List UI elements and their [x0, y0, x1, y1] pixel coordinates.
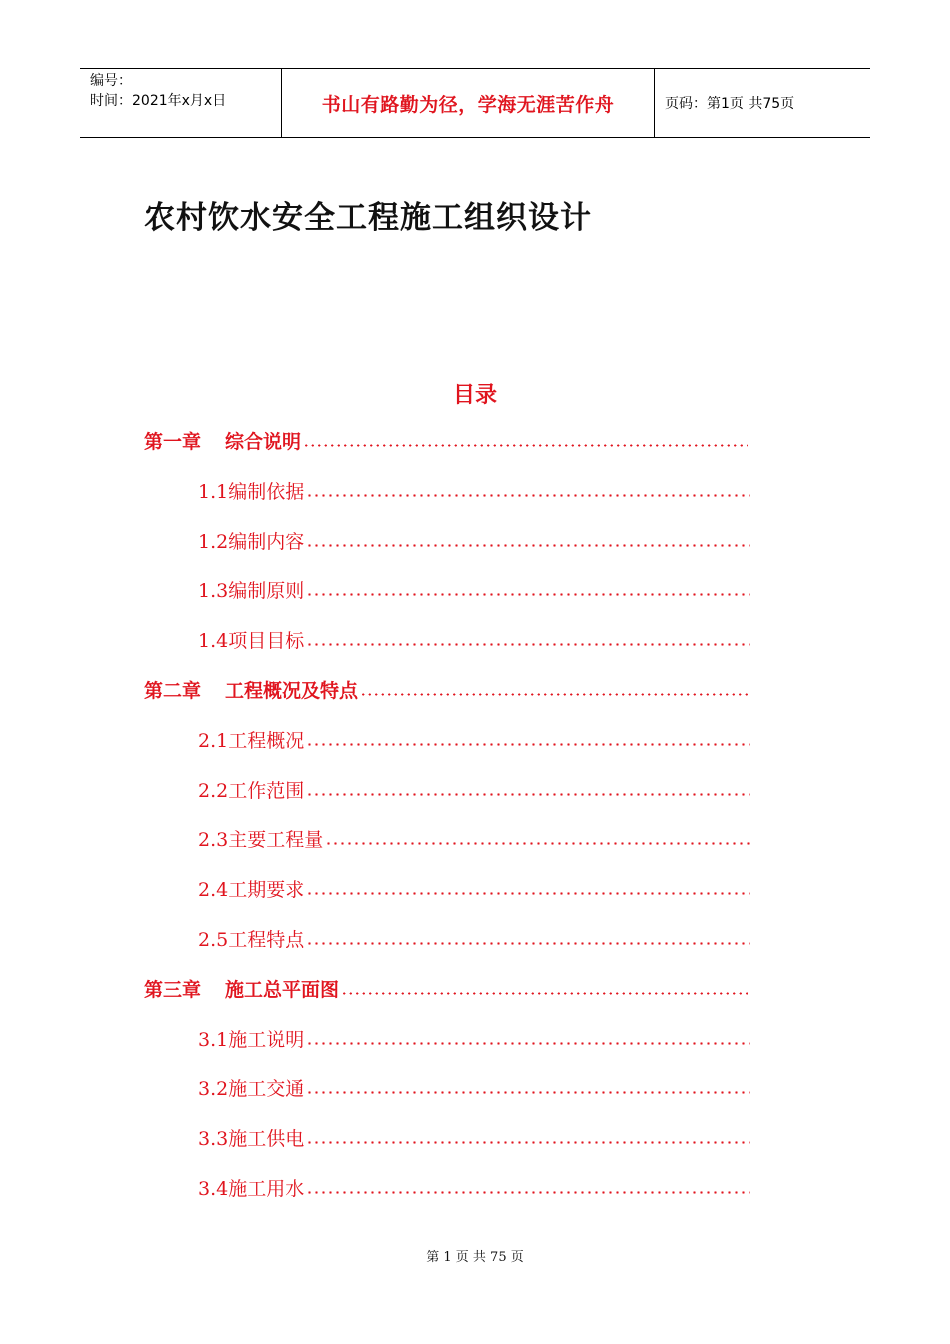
toc-entry-title: 施工说明 [228, 1029, 305, 1051]
header-number-label: 编号： [90, 73, 132, 89]
toc-entry-section[interactable] [198, 626, 750, 656]
toc-entry-number: 2.5 [198, 929, 229, 951]
toc-entry-section[interactable] [198, 776, 750, 806]
toc-entry-section[interactable] [198, 925, 750, 955]
toc-entry-title: 编制原则 [228, 580, 305, 602]
toc-entry-title: 施工供电 [228, 1128, 305, 1150]
toc-entry-section[interactable] [198, 875, 750, 905]
toc-entry-number: 3.3 [198, 1128, 229, 1150]
toc-entry-title: 主要工程量 [228, 829, 324, 851]
toc-entry-number: 2.4 [198, 879, 229, 901]
toc-entry-section[interactable] [198, 576, 750, 606]
toc-entry-section[interactable] [198, 1174, 750, 1204]
toc-entry-number: 2.1 [198, 730, 229, 752]
toc-entry-number: 3.2 [198, 1078, 229, 1100]
toc-entry-section[interactable] [198, 1124, 750, 1154]
toc-entry-title: 编制内容 [228, 531, 305, 553]
toc-entry-section[interactable] [198, 477, 750, 507]
toc-entry-number: 3.4 [198, 1178, 229, 1200]
toc-entry-chapter[interactable] [144, 975, 748, 1005]
toc-leader-dots [341, 992, 748, 995]
toc-entry-section[interactable] [198, 1025, 750, 1055]
toc-entry-title: 工作范围 [228, 780, 305, 802]
toc-entry-title: 编制依据 [228, 481, 305, 503]
toc-entry-number: 1.3 [198, 580, 229, 602]
toc-leader-dots [306, 743, 750, 746]
toc-entry-number: 第二章 [144, 680, 202, 702]
toc-leader-dots [306, 1042, 750, 1045]
toc-leader-dots [306, 593, 750, 596]
toc-leader-dots [306, 1091, 750, 1094]
toc-entry-number: 第三章 [144, 979, 202, 1001]
toc-entry-title: 施工交通 [228, 1078, 305, 1100]
toc-entry-number: 3.1 [198, 1029, 229, 1051]
toc-leader-dots [306, 793, 750, 796]
toc-entry-title: 项目目标 [228, 630, 305, 652]
header-time-label: 时间：2021年x月x日 [90, 93, 227, 109]
toc-leader-dots [360, 693, 748, 696]
header-motto: 书山有路勤为径，学海无涯苦作舟 [282, 69, 655, 137]
toc-leader-dots [306, 1141, 750, 1144]
toc-entry-title: 工期要求 [228, 879, 305, 901]
toc-entry-section[interactable] [198, 527, 750, 557]
page-footer: 第 1 页 共 75 页 [426, 1250, 524, 1265]
toc-entry-section[interactable] [198, 726, 750, 756]
toc-entry-number: 第一章 [144, 431, 202, 453]
toc-entry-section[interactable] [198, 1074, 750, 1104]
toc-entry-title: 工程特点 [228, 929, 305, 951]
toc-entry-chapter[interactable] [144, 676, 748, 706]
document-title: 农村饮水安全工程施工组织设计 [144, 200, 592, 236]
toc-entry-title: 工程概况 [228, 730, 305, 752]
toc-entry-number: 2.2 [198, 780, 229, 802]
toc-entry-chapter[interactable] [144, 427, 748, 457]
header-page-info: 页码：第1页 共75页 [665, 96, 795, 112]
toc-entry-number: 1.1 [198, 481, 229, 503]
toc-leader-dots [306, 1191, 750, 1194]
toc-entry-title: 施工用水 [228, 1178, 305, 1200]
toc-entry-number: 1.2 [198, 531, 229, 553]
toc-leader-dots [306, 643, 750, 646]
toc-leader-dots [325, 842, 750, 845]
toc-entry-title: 综合说明 [225, 431, 302, 453]
toc-entry-number: 2.3 [198, 829, 229, 851]
toc-entry-section[interactable] [198, 825, 750, 855]
toc-entry-number: 1.4 [198, 630, 229, 652]
toc-entry-title: 工程概况及特点 [225, 680, 359, 702]
toc-leader-dots [306, 942, 750, 945]
toc-heading: 目录 [452, 383, 497, 408]
toc-entry-title: 施工总平面图 [225, 979, 340, 1001]
toc-leader-dots [303, 444, 748, 447]
toc-leader-dots [306, 494, 750, 497]
toc-leader-dots [306, 892, 750, 895]
toc-leader-dots [306, 544, 750, 547]
